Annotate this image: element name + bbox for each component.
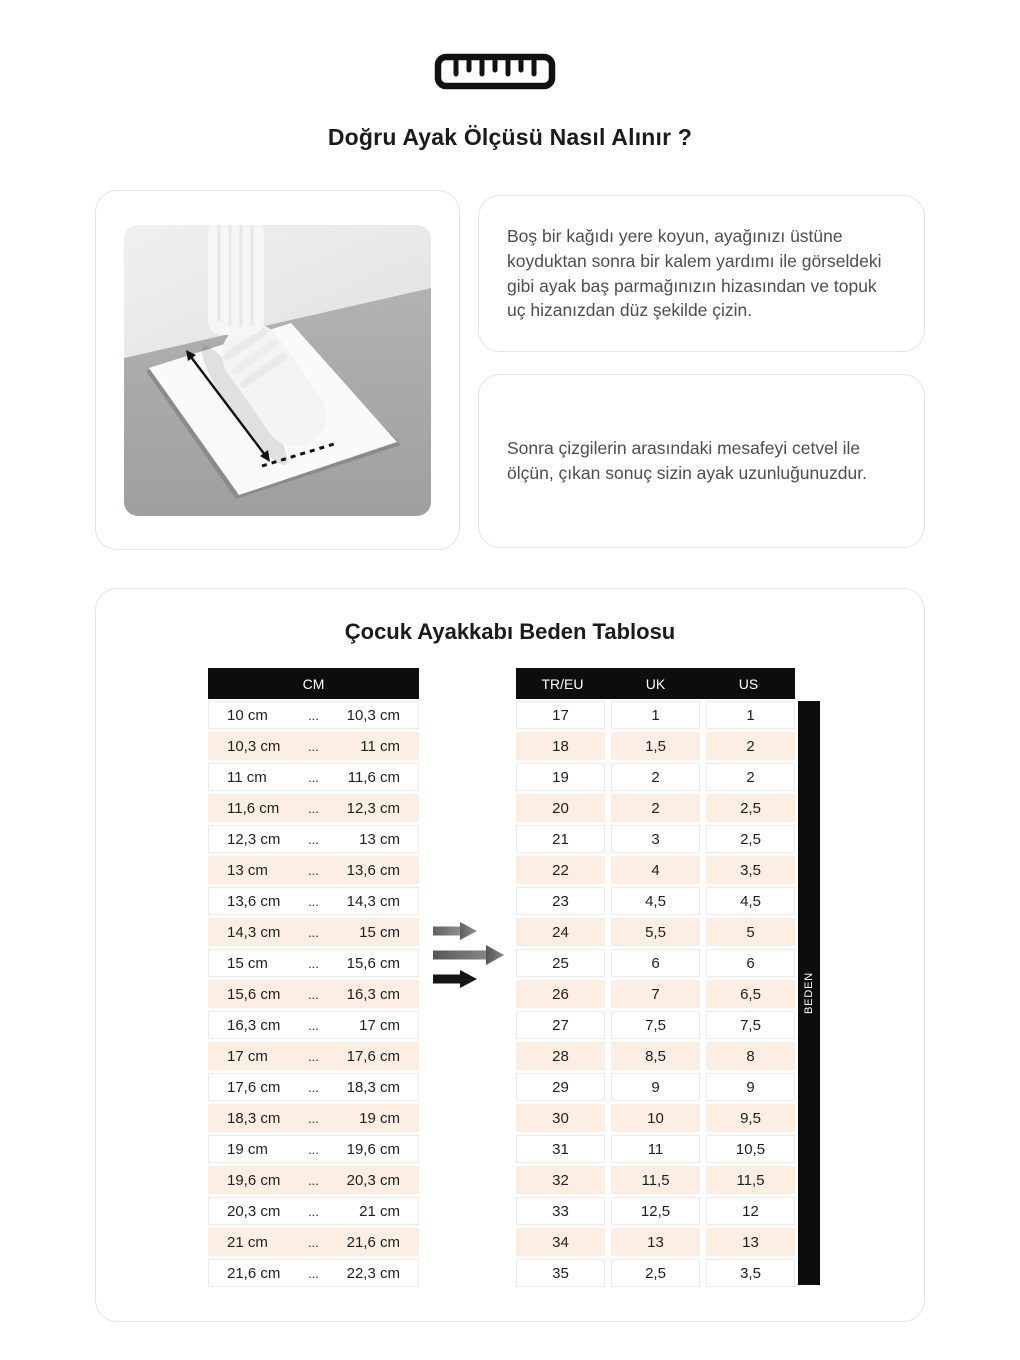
size-table-card bbox=[95, 588, 925, 1322]
cm-table-row bbox=[208, 701, 419, 729]
size-cell-tr-eu: 21 bbox=[516, 825, 605, 853]
size-cell-us: 10,5 bbox=[706, 1135, 795, 1163]
size-cell-us: 2 bbox=[706, 732, 795, 760]
cm-cell-sep: ... bbox=[308, 893, 319, 909]
size-cell-us: 12 bbox=[706, 1197, 795, 1225]
cm-table-row bbox=[208, 1259, 419, 1287]
cm-table-row bbox=[208, 763, 419, 791]
size-cell-us: 6 bbox=[706, 949, 795, 977]
cm-cell-from: 19 cm bbox=[227, 1140, 268, 1158]
cm-cell-to: 19,6 cm bbox=[346, 1140, 400, 1158]
size-cell-uk: 9 bbox=[611, 1073, 700, 1101]
size-cell-tr-eu: 35 bbox=[516, 1259, 605, 1287]
cm-table-row bbox=[208, 1104, 419, 1132]
cm-table-row bbox=[208, 1228, 419, 1256]
size-table-row bbox=[516, 763, 795, 791]
size-cell-uk: 7 bbox=[611, 980, 700, 1008]
size-cell-uk: 3 bbox=[611, 825, 700, 853]
size-cell-us: 13 bbox=[706, 1228, 795, 1256]
cm-table-row bbox=[208, 1197, 419, 1225]
size-cell-uk: 1 bbox=[611, 701, 700, 729]
cm-table-row bbox=[208, 887, 419, 915]
size-cell-uk: 7,5 bbox=[611, 1011, 700, 1039]
cm-cell-sep: ... bbox=[308, 862, 319, 878]
header-us: US bbox=[738, 675, 759, 692]
cm-cell-to: 21 cm bbox=[359, 1202, 400, 1220]
size-cell-tr-eu: 32 bbox=[516, 1166, 605, 1194]
cm-cell-from: 15,6 cm bbox=[227, 985, 281, 1003]
size-table-row bbox=[516, 1073, 795, 1101]
size-cell-tr-eu: 29 bbox=[516, 1073, 605, 1101]
size-cell-tr-eu: 24 bbox=[516, 918, 605, 946]
size-table-row bbox=[516, 887, 795, 915]
cm-cell-to: 18,3 cm bbox=[346, 1078, 400, 1096]
cm-table bbox=[208, 668, 419, 1290]
ruler-icon bbox=[434, 53, 556, 91]
cm-table-header: CM bbox=[208, 668, 419, 699]
size-table-row bbox=[516, 980, 795, 1008]
cm-cell-to: 16,3 cm bbox=[346, 985, 400, 1003]
cm-cell-from: 17,6 cm bbox=[227, 1078, 281, 1096]
size-cell-tr-eu: 30 bbox=[516, 1104, 605, 1132]
size-cell-uk: 8,5 bbox=[611, 1042, 700, 1070]
cm-cell-sep: ... bbox=[308, 1172, 319, 1188]
size-cell-us: 2,5 bbox=[706, 825, 795, 853]
cm-table-row bbox=[208, 1166, 419, 1194]
size-cell-uk: 13 bbox=[611, 1228, 700, 1256]
header-uk: UK bbox=[645, 675, 666, 692]
cm-cell-from: 11 cm bbox=[227, 768, 267, 786]
cm-table-row bbox=[208, 949, 419, 977]
cm-cell-from: 15 cm bbox=[227, 954, 268, 972]
cm-cell-sep: ... bbox=[308, 1234, 319, 1250]
size-cell-uk: 4,5 bbox=[611, 887, 700, 915]
cm-cell-from: 18,3 cm bbox=[227, 1109, 281, 1127]
size-table-row bbox=[516, 1228, 795, 1256]
cm-cell-from: 12,3 cm bbox=[227, 830, 281, 848]
size-table-row bbox=[516, 1042, 795, 1070]
cm-table-row bbox=[208, 980, 419, 1008]
size-table-row bbox=[516, 918, 795, 946]
size-cell-tr-eu: 23 bbox=[516, 887, 605, 915]
cm-cell-from: 21,6 cm bbox=[227, 1264, 281, 1282]
cm-cell-to: 13 cm bbox=[359, 830, 400, 848]
size-cell-tr-eu: 26 bbox=[516, 980, 605, 1008]
cm-table-row bbox=[208, 1011, 419, 1039]
size-cell-tr-eu: 28 bbox=[516, 1042, 605, 1070]
size-cell-us: 1 bbox=[706, 701, 795, 729]
cm-cell-to: 17 cm bbox=[359, 1016, 400, 1034]
instruction-step-2-card bbox=[478, 374, 925, 548]
cm-cell-sep: ... bbox=[308, 1265, 319, 1281]
size-cell-uk: 1,5 bbox=[611, 732, 700, 760]
size-cell-tr-eu: 25 bbox=[516, 949, 605, 977]
size-table-row bbox=[516, 856, 795, 884]
cm-table-row bbox=[208, 918, 419, 946]
size-table-row bbox=[516, 825, 795, 853]
instruction-step-2-text: Sonra çizgilerin arasındaki mesafeyi cetvel ile ölçün, çıkan sonuç sizin ayak uzunluğunuzdur. bbox=[507, 438, 867, 483]
transfer-arrows-icon bbox=[433, 921, 509, 993]
size-cell-uk: 2 bbox=[611, 794, 700, 822]
cm-cell-to: 14,3 cm bbox=[346, 892, 400, 910]
cm-table-row bbox=[208, 1073, 419, 1101]
cm-cell-to: 20,3 cm bbox=[346, 1171, 400, 1189]
size-cell-tr-eu: 19 bbox=[516, 763, 605, 791]
beden-label: BEDEN bbox=[803, 972, 815, 1014]
size-cell-us: 5 bbox=[706, 918, 795, 946]
cm-cell-from: 13 cm bbox=[227, 861, 268, 879]
cm-cell-to: 11 cm bbox=[360, 737, 400, 755]
cm-cell-to: 19 cm bbox=[359, 1109, 400, 1127]
size-table-row bbox=[516, 1197, 795, 1225]
cm-cell-from: 10 cm bbox=[227, 706, 268, 724]
cm-cell-sep: ... bbox=[308, 1048, 319, 1064]
size-cell-uk: 12,5 bbox=[611, 1197, 700, 1225]
size-cell-uk: 5,5 bbox=[611, 918, 700, 946]
header-tr-eu: TR/EU bbox=[541, 675, 584, 692]
cm-table-row bbox=[208, 794, 419, 822]
size-table-row bbox=[516, 701, 795, 729]
size-cell-tr-eu: 27 bbox=[516, 1011, 605, 1039]
cm-cell-to: 21,6 cm bbox=[346, 1233, 400, 1251]
cm-cell-sep: ... bbox=[308, 1110, 319, 1126]
instruction-step-1-text: Boş bir kağıdı yere koyun, ayağınızı üstüne koyduktan sonra bir kalem yardımı ile görseldeki gibi ayak baş parmağınızın hizasından ve topuk uç hizanızdan düz şekilde çizin. bbox=[507, 225, 882, 321]
cm-cell-from: 11,6 cm bbox=[227, 799, 280, 817]
cm-cell-sep: ... bbox=[308, 1017, 319, 1033]
cm-cell-sep: ... bbox=[308, 955, 319, 971]
cm-cell-sep: ... bbox=[308, 769, 319, 785]
size-cell-uk: 6 bbox=[611, 949, 700, 977]
cm-cell-to: 11,6 cm bbox=[347, 768, 400, 786]
cm-cell-from: 21 cm bbox=[227, 1233, 268, 1251]
size-cell-us: 3,5 bbox=[706, 856, 795, 884]
cm-cell-sep: ... bbox=[308, 1141, 319, 1157]
size-table-row bbox=[516, 794, 795, 822]
size-cell-tr-eu: 17 bbox=[516, 701, 605, 729]
cm-cell-to: 22,3 cm bbox=[346, 1264, 400, 1282]
cm-cell-to: 15,6 cm bbox=[346, 954, 400, 972]
size-table-row bbox=[516, 1104, 795, 1132]
cm-cell-from: 16,3 cm bbox=[227, 1016, 281, 1034]
size-cell-us: 2 bbox=[706, 763, 795, 791]
size-cell-tr-eu: 34 bbox=[516, 1228, 605, 1256]
size-cell-us: 8 bbox=[706, 1042, 795, 1070]
page-title: Doğru Ayak Ölçüsü Nasıl Alınır ? bbox=[327, 124, 693, 150]
size-cell-us: 11,5 bbox=[706, 1166, 795, 1194]
size-cell-tr-eu: 33 bbox=[516, 1197, 605, 1225]
cm-cell-sep: ... bbox=[308, 924, 319, 940]
size-cell-uk: 11 bbox=[611, 1135, 700, 1163]
cm-table-row bbox=[208, 732, 419, 760]
size-cell-uk: 4 bbox=[611, 856, 700, 884]
size-cell-tr-eu: 22 bbox=[516, 856, 605, 884]
size-cell-uk: 10 bbox=[611, 1104, 700, 1132]
cm-cell-from: 14,3 cm bbox=[227, 923, 281, 941]
size-cell-uk: 2,5 bbox=[611, 1259, 700, 1287]
cm-cell-to: 13,6 cm bbox=[346, 861, 400, 879]
cm-cell-sep: ... bbox=[308, 831, 319, 847]
foot-measurement-photo bbox=[124, 225, 431, 516]
size-cell-us: 7,5 bbox=[706, 1011, 795, 1039]
cm-cell-sep: ... bbox=[308, 986, 319, 1002]
instruction-step-1-card bbox=[478, 195, 925, 352]
cm-cell-sep: ... bbox=[308, 1203, 319, 1219]
size-cell-us: 9,5 bbox=[706, 1104, 795, 1132]
size-cell-us: 4,5 bbox=[706, 887, 795, 915]
size-cell-us: 9 bbox=[706, 1073, 795, 1101]
cm-cell-to: 12,3 cm bbox=[346, 799, 400, 817]
measurement-photo-card bbox=[95, 190, 460, 550]
size-table-row bbox=[516, 1135, 795, 1163]
size-table-row bbox=[516, 949, 795, 977]
size-cell-uk: 11,5 bbox=[611, 1166, 700, 1194]
cm-cell-from: 10,3 cm bbox=[227, 737, 281, 755]
cm-cell-sep: ... bbox=[308, 1079, 319, 1095]
size-table-title: Çocuk Ayakkabı Beden Tablosu bbox=[344, 619, 676, 644]
cm-table-row bbox=[208, 1042, 419, 1070]
cm-table-row bbox=[208, 856, 419, 884]
cm-cell-to: 17,6 cm bbox=[346, 1047, 400, 1065]
size-cell-us: 2,5 bbox=[706, 794, 795, 822]
size-cell-tr-eu: 31 bbox=[516, 1135, 605, 1163]
intl-size-table-header bbox=[516, 668, 795, 699]
cm-cell-to: 15 cm bbox=[359, 923, 400, 941]
size-cell-us: 6,5 bbox=[706, 980, 795, 1008]
cm-table-row bbox=[208, 825, 419, 853]
cm-cell-from: 19,6 cm bbox=[227, 1171, 281, 1189]
cm-cell-from: 17 cm bbox=[227, 1047, 268, 1065]
size-table-row bbox=[516, 1259, 795, 1287]
size-table-row bbox=[516, 1011, 795, 1039]
cm-cell-sep: ... bbox=[308, 738, 319, 754]
beden-axis-bar bbox=[798, 701, 820, 1285]
cm-table-row bbox=[208, 1135, 419, 1163]
cm-cell-from: 20,3 cm bbox=[227, 1202, 281, 1220]
cm-cell-from: 13,6 cm bbox=[227, 892, 281, 910]
size-cell-us: 3,5 bbox=[706, 1259, 795, 1287]
cm-cell-sep: ... bbox=[308, 707, 319, 723]
size-cell-tr-eu: 18 bbox=[516, 732, 605, 760]
size-cell-tr-eu: 20 bbox=[516, 794, 605, 822]
cm-cell-sep: ... bbox=[308, 800, 319, 816]
size-table-row bbox=[516, 1166, 795, 1194]
intl-size-table bbox=[516, 668, 795, 1290]
cm-cell-to: 10,3 cm bbox=[346, 706, 400, 724]
size-table-row bbox=[516, 732, 795, 760]
size-cell-uk: 2 bbox=[611, 763, 700, 791]
